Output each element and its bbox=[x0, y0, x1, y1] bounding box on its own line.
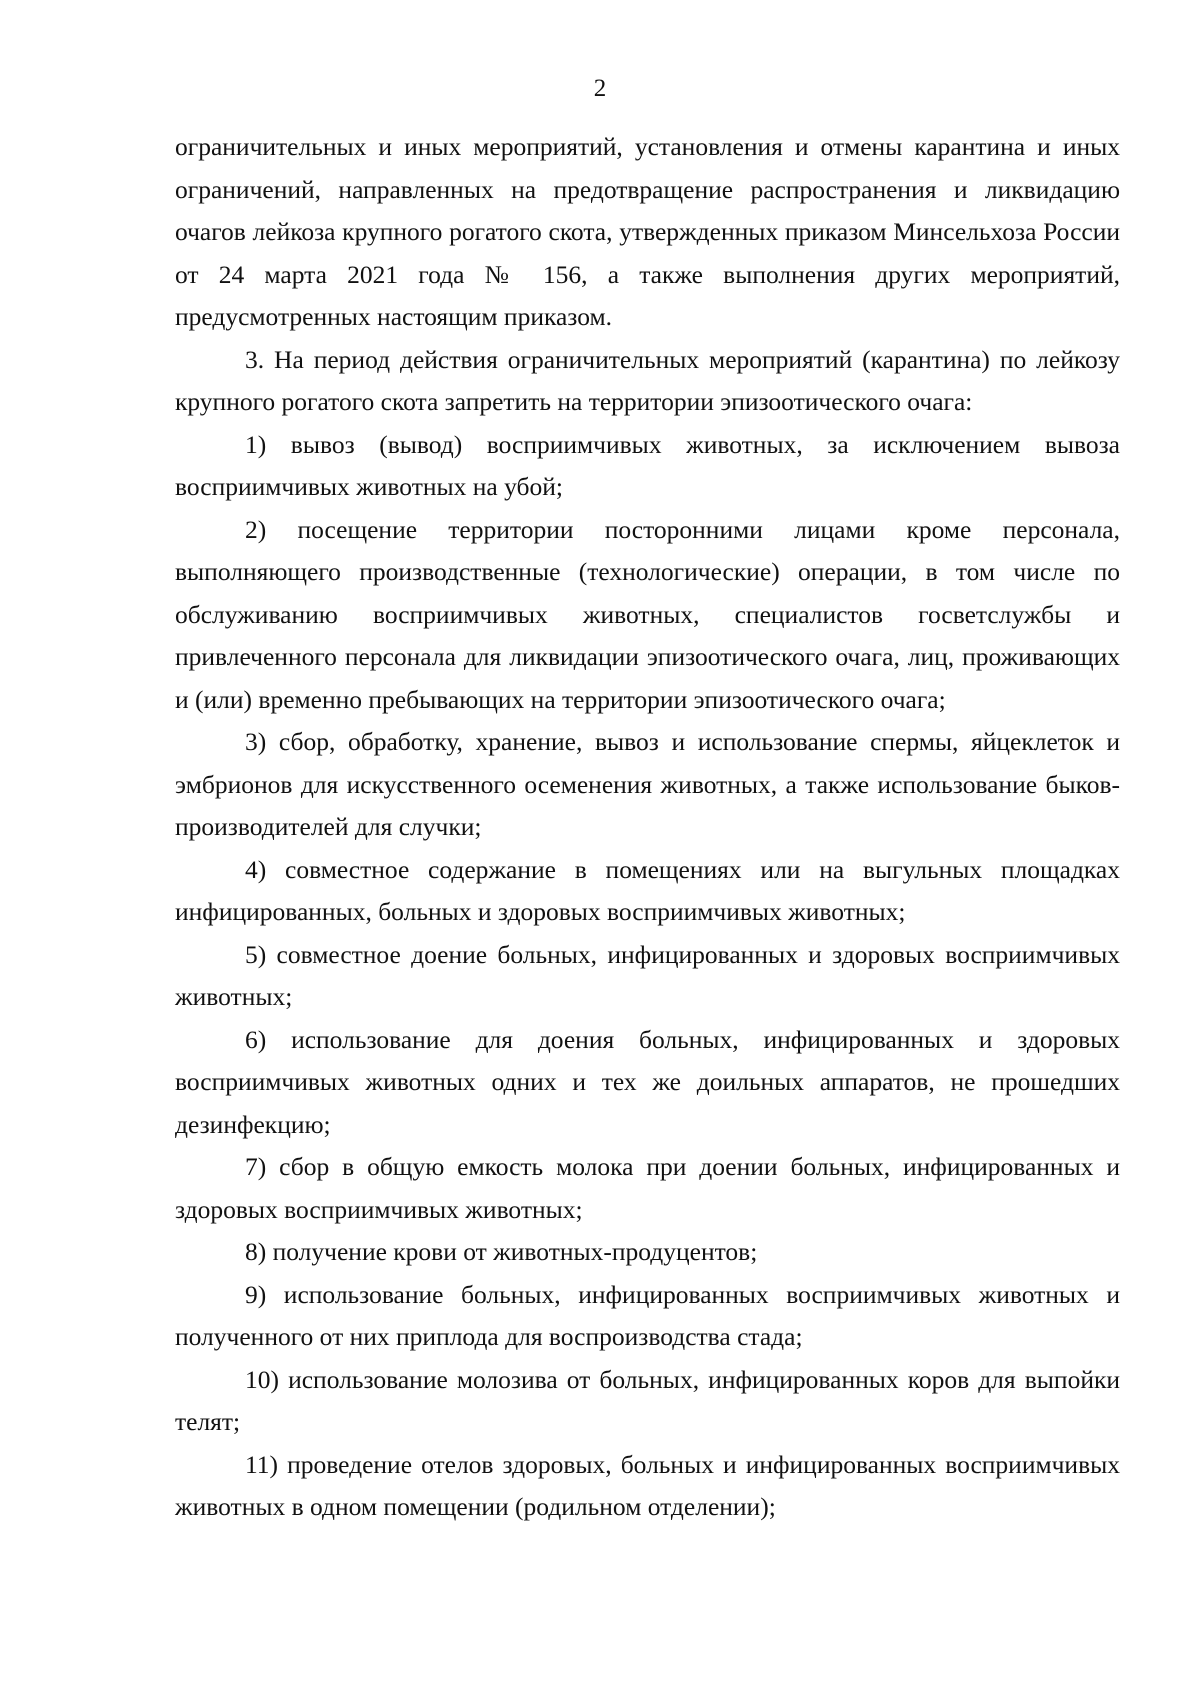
paragraph-continuation: ограничительных и иных мероприятий, установления и отмены карантина и иных ограничений, направленных на предотвращение распространения и ликвидацию очагов лейкоза крупного рогатого скота, утвержденных приказом Минсельхоза России от 24 марта 2021 года № 156, а также выполнения других мероприятий, предусмотренных настоящим приказом. bbox=[175, 132, 1120, 331]
list-item-8: 8) получение крови от животных-продуцентов; bbox=[245, 1237, 758, 1266]
list-item-1: 1) вывоз (вывод) восприимчивых животных, за исключением вывоза восприимчивых животных на убой; bbox=[175, 429, 1120, 501]
page-number: 2 bbox=[593, 75, 607, 102]
list-item-10: 10) использование молозива от больных, инфицированных коров для выпойки телят; bbox=[175, 1364, 1120, 1436]
list-item-7: 7) сбор в общую емкость молока при доении больных, инфицированных и здоровых восприимчивых животных; bbox=[175, 1152, 1120, 1224]
list-item-4: 4) совместное содержание в помещениях или на выгульных площадках инфицированных, больных и здоровых восприимчивых животных; bbox=[175, 854, 1120, 926]
list-item-5: 5) совместное доение больных, инфицированных и здоровых восприимчивых животных; bbox=[175, 939, 1120, 1011]
list-item-6: 6) использование для доения больных, инфицированных и здоровых восприимчивых животных одних и тех же доильных аппаратов, не прошедших дезинфекцию; bbox=[175, 1024, 1120, 1139]
document-body bbox=[175, 126, 1120, 1529]
list-item-11: 11) проведение отелов здоровых, больных и инфицированных восприимчивых животных в одном помещении (родильном отделении); bbox=[175, 1449, 1120, 1521]
list-item-2: 2) посещение территории посторонними лицами кроме персонала, выполняющего производственные (технологические) операции, в том числе по обслуживанию восприимчивых животных, специалистов госветслужбы и привлеченного персонала для ликвидации эпизоотического очага, лиц, проживающих и (или) временно пребывающих на территории эпизоотического очага; bbox=[175, 514, 1120, 714]
list-item-9: 9) использование больных, инфицированных восприимчивых животных и полученного от них приплода для воспроизводства стада; bbox=[175, 1279, 1120, 1351]
list-item-3: 3) сбор, обработку, хранение, вывоз и использование спермы, яйцеклеток и эмбрионов для искусственного осеменения животных, а также использование быков-производителей для случки; bbox=[175, 727, 1120, 841]
paragraph-item-3: 3. На период действия ограничительных мероприятий (карантина) по лейкозу крупного рогатого скота запретить на территории эпизоотического очага: bbox=[175, 344, 1120, 416]
